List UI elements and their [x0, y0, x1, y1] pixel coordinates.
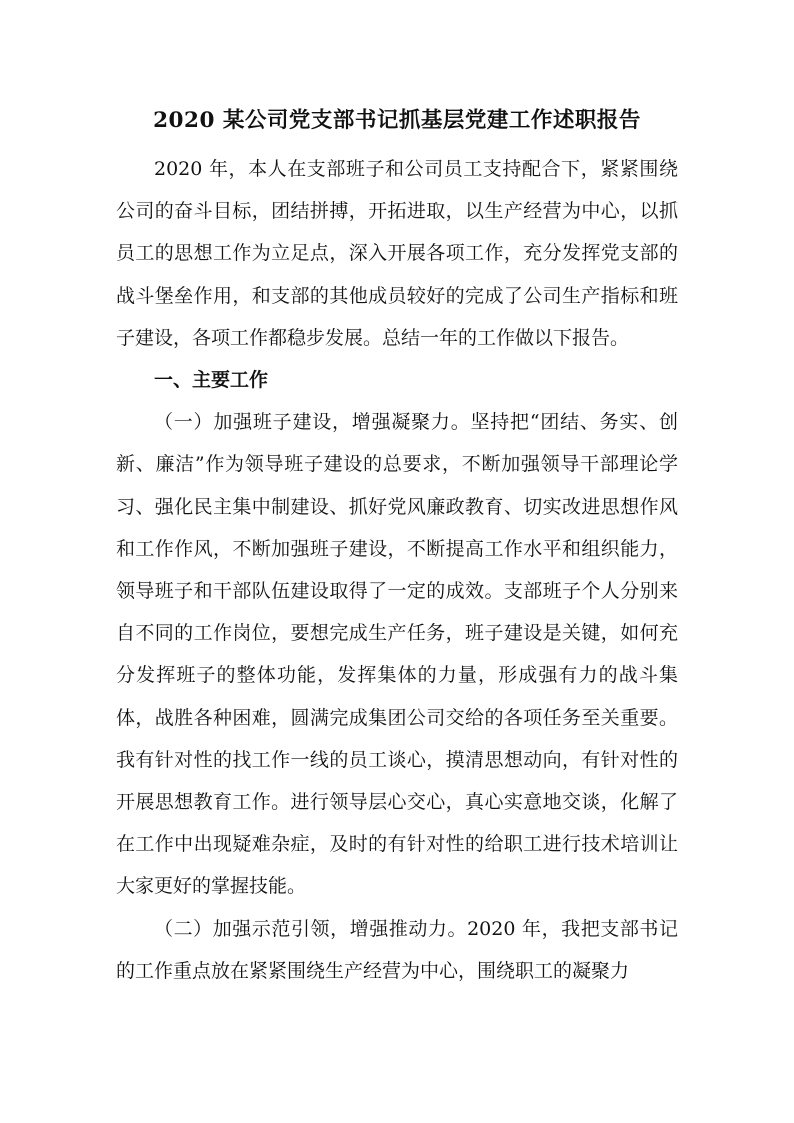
body-paragraph-1: （一）加强班子建设，增强凝聚力。坚持把“团结、务实、创新、廉洁”作为领导班子建设的总要求，不断加强领导干部理论学习、强化民主集中制建设、抓好党风廉政教育、切实改进思想作风和工作作风，不断加强班子建设，不断提高工作水平和组织能力，领导班子和干部队伍建设取得了一定的成效。支部班子个人分别来自不同的工作岗位，要想完成生产任务，班子建设是关键，如何充分发挥班子的整体功能，发挥集体的力量，形成强有力的战斗集体，战胜各种困难，圆满完成集团公司交给的各项任务至关重要。我有针对性的找工作一线的员工谈心，摸清思想动向，有针对性的开展思想教育工作。进行领导层心交心，真心实意地交谈，化解了在工作中出现疑难杂症，及时的有针对性的给职工进行技术培训让大家更好的掌握技能。	[116, 411, 678, 898]
intro-paragraph: 2020 年，本人在支部班子和公司员工支持配合下，紧紧围绕公司的奋斗目标，团结拼搏，开拓进取，以生产经营为中心，以抓员工的思想工作为立足点，深入开展各项工作，充分发挥党支部的战斗堡垒作用，和支部的其他成员较好的完成了公司生产指标和班子建设，各项工作都稳步发展。总结一年的工作做以下报告。	[116, 158, 678, 349]
body-paragraph-2: （二）加强示范引领，增强推动力。2020 年，我把支部书记的工作重点放在紧紧围绕生产经营为中心，围绕职工的凝聚力	[116, 917, 678, 982]
document-title: 2020 某公司党支部书记抓基层党建工作述职报告	[153, 108, 641, 133]
section-heading: 一、主要工作	[154, 369, 269, 392]
